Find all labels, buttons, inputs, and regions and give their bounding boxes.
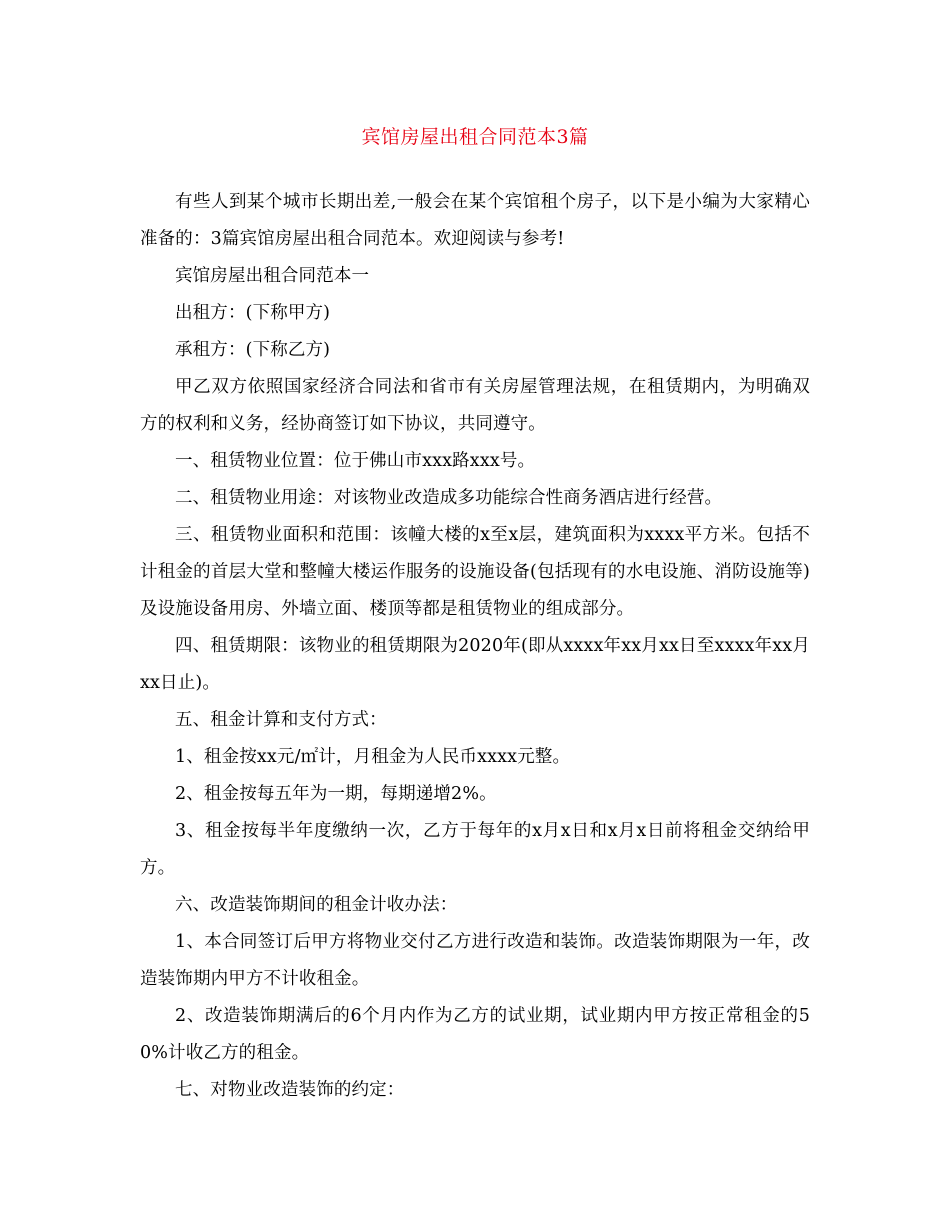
paragraph-clause-1: 一、租赁物业位置：位于佛山市xxx路xxx号。 xyxy=(175,451,536,471)
document-body xyxy=(140,184,810,1109)
paragraph-preamble: 甲乙双方依照国家经济合同法和省市有关房屋管理法规，在租赁期内，为明确双方的权利和义务，经协商签订如下协议，共同遵守。 xyxy=(140,377,810,434)
document-title: 宾馆房屋出租合同范本3篇 xyxy=(361,126,589,148)
paragraph-lessor: 出租方：(下称甲方) xyxy=(175,303,331,323)
paragraph-clause-7: 七、对物业改造装饰的约定： xyxy=(175,1080,405,1100)
paragraph-lessee: 承租方：(下称乙方) xyxy=(175,340,331,360)
paragraph-clause-4: 四、租赁期限：该物业的租赁期限为2020年(即从xxxx年xx月xx日至xxxx年xx月xx日止)。 xyxy=(140,636,810,693)
paragraph-clause-5-item-2: 2、租金按每五年为一期，每期递增2%。 xyxy=(175,784,497,804)
paragraph-clause-5-item-1: 1、租金按xx元/㎡计，月租金为人民币xxxx元整。 xyxy=(175,747,571,767)
paragraph-clause-6-item-2: 2、改造装饰期满后的6个月内作为乙方的试业期，试业期内甲方按正常租金的50%计收乙方的租金。 xyxy=(140,1006,810,1063)
paragraph-clause-5: 五、租金计算和支付方式： xyxy=(175,710,387,730)
paragraph-clause-5-item-3: 3、租金按每半年度缴纳一次，乙方于每年的x月x日和x月x日前将租金交纳给甲方。 xyxy=(140,821,810,878)
paragraph-clause-6-item-1: 1、本合同签订后甲方将物业交付乙方进行改造和装饰。改造装饰期限为一年，改造装饰期内甲方不计收租金。 xyxy=(140,932,810,989)
paragraph-intro: 有些人到某个城市长期出差,一般会在某个宾馆租个房子，以下是小编为大家精心准备的：3篇宾馆房屋出租合同范本。欢迎阅读与参考! xyxy=(140,192,810,249)
paragraph-clause-3: 三、租赁物业面积和范围：该幢大楼的x至x层，建筑面积为xxxx平方米。包括不计租金的首层大堂和整幢大楼运作服务的设施设备(包括现有的水电设施、消防设施等)及设施设备用房、外墙立面、楼顶等都是租赁物业的组成部分。 xyxy=(140,525,810,619)
paragraph-clause-2: 二、租赁物业用途：对该物业改造成多功能综合性商务酒店进行经营。 xyxy=(175,488,723,508)
paragraph-clause-6: 六、改造装饰期间的租金计收办法： xyxy=(175,895,458,915)
paragraph-contract-heading: 宾馆房屋出租合同范本一 xyxy=(175,266,370,286)
